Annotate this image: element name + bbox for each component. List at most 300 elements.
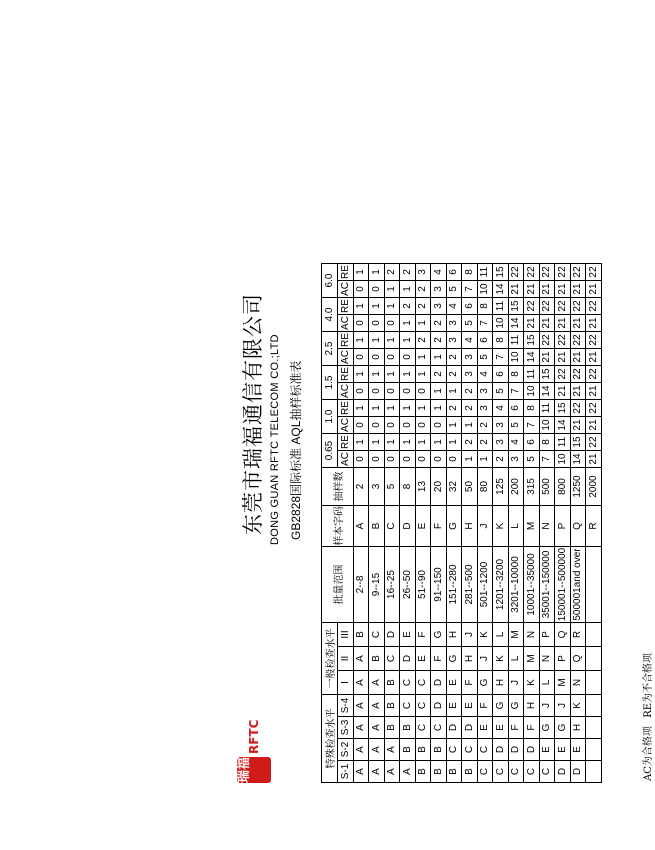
re-cell: 6: [508, 400, 524, 417]
table-row: [539, 264, 555, 783]
re-cell: 8: [524, 400, 540, 417]
code-letter-cell: M: [524, 506, 540, 547]
company-name-en: DONG GUAN RFTC TELECOM CO.;LTD: [269, 334, 281, 545]
table-row: [431, 264, 447, 783]
re-cell: 15: [570, 434, 586, 451]
re-cell: 1: [353, 298, 369, 315]
re-cell: 1: [369, 298, 385, 315]
code-letter-cell: J: [477, 506, 493, 547]
re-cell: 2: [415, 298, 431, 315]
re-cell: 6: [493, 366, 509, 383]
general-level-cell: C: [415, 671, 431, 695]
general-level-cell: L: [493, 623, 509, 647]
ac-cell: 0: [431, 417, 447, 434]
ac-cell: 1: [446, 383, 462, 400]
special-level-cell: E: [493, 717, 509, 739]
lot-range-cell: 150001--500000: [555, 547, 571, 623]
general-level-cell: C: [369, 623, 385, 647]
general-level-cell: B: [369, 647, 385, 671]
ac-cell: 2: [477, 417, 493, 434]
re-cell: 2: [462, 434, 478, 451]
general-level-cell: Q: [570, 647, 586, 671]
special-level-cell: A: [353, 717, 369, 739]
re-cell: 4: [508, 434, 524, 451]
header-aql-1.5: 1.5: [322, 366, 338, 400]
header-aql-0.65: 0.65: [322, 434, 338, 468]
table-row: [570, 264, 586, 783]
sample-size-cell: 1250: [570, 468, 586, 506]
ac-cell: 0: [384, 315, 400, 332]
ac-cell: 0: [369, 349, 385, 366]
special-level-cell: C: [462, 739, 478, 761]
re-cell: 2: [446, 366, 462, 383]
re-cell: 11: [539, 400, 555, 417]
special-level-cell: A: [384, 761, 400, 783]
re-cell: 15: [493, 264, 509, 281]
header-row-groups: [322, 264, 338, 783]
re-cell: 1: [400, 434, 416, 451]
ac-cell: 0: [369, 451, 385, 468]
lot-range-cell: 16--25: [384, 547, 400, 623]
ac-cell: 3: [493, 417, 509, 434]
special-level-cell: A: [369, 717, 385, 739]
ac-cell: 3: [431, 281, 447, 298]
code-letter-cell: G: [446, 506, 462, 547]
header-re: RE: [338, 400, 354, 417]
table-row: [446, 264, 462, 783]
lot-range-cell: 151--280: [446, 547, 462, 623]
ac-cell: 1: [400, 281, 416, 298]
general-level-cell: [586, 623, 602, 647]
re-cell: 1: [369, 434, 385, 451]
re-cell: 1: [353, 366, 369, 383]
special-level-cell: G: [493, 695, 509, 717]
ac-cell: 5: [508, 417, 524, 434]
re-cell: 8: [462, 264, 478, 281]
re-cell: 22: [586, 332, 602, 349]
re-cell: 22: [586, 366, 602, 383]
special-level-cell: C: [539, 761, 555, 783]
special-level-cell: F: [508, 717, 524, 739]
ac-cell: 5: [446, 281, 462, 298]
special-level-cell: D: [446, 717, 462, 739]
re-note: RE为不合格项: [643, 652, 654, 718]
general-level-cell: H: [493, 671, 509, 695]
re-cell: 15: [508, 298, 524, 315]
special-level-cell: A: [369, 695, 385, 717]
special-level-cell: H: [524, 695, 540, 717]
re-cell: 22: [586, 434, 602, 451]
code-letter-cell: H: [462, 506, 478, 547]
ac-cell: 0: [446, 451, 462, 468]
general-level-cell: P: [555, 647, 571, 671]
ac-cell: 21: [570, 281, 586, 298]
logo-brand: RFTC: [247, 719, 261, 754]
lot-range-cell: 281--500: [462, 547, 478, 623]
ac-cell: 2: [493, 451, 509, 468]
re-cell: 8: [539, 434, 555, 451]
re-cell: 11: [493, 298, 509, 315]
special-level-cell: B: [415, 761, 431, 783]
ac-cell: 14: [508, 315, 524, 332]
re-cell: 22: [539, 298, 555, 315]
re-cell: 8: [508, 366, 524, 383]
re-cell: 1: [431, 434, 447, 451]
re-cell: 22: [570, 366, 586, 383]
ac-cell: 1: [462, 451, 478, 468]
re-cell: 1: [384, 434, 400, 451]
general-level-cell: G: [446, 647, 462, 671]
ac-cell: 21: [570, 383, 586, 400]
special-level-cell: F: [477, 695, 493, 717]
re-cell: 22: [570, 332, 586, 349]
re-cell: 1: [384, 400, 400, 417]
code-letter-cell: P: [555, 506, 571, 547]
special-level-cell: A: [353, 761, 369, 783]
re-cell: 1: [369, 400, 385, 417]
general-level-cell: B: [353, 623, 369, 647]
special-level-cell: B: [462, 761, 478, 783]
ac-cell: 3: [446, 315, 462, 332]
general-level-cell: Q: [555, 623, 571, 647]
ac-cell: 2: [462, 383, 478, 400]
re-cell: 1: [415, 366, 431, 383]
general-level-cell: D: [431, 671, 447, 695]
special-level-cell: B: [384, 717, 400, 739]
re-cell: 4: [477, 366, 493, 383]
header-aql-2.5: 2.5: [322, 332, 338, 366]
header-ac: AC: [338, 451, 354, 468]
ac-cell: 2: [431, 315, 447, 332]
sample-size-cell: 80: [477, 468, 493, 506]
general-level-cell: K: [493, 647, 509, 671]
ac-cell: 5: [493, 383, 509, 400]
ac-cell: 21: [570, 417, 586, 434]
general-level-cell: D: [384, 623, 400, 647]
ac-cell: 0: [415, 451, 431, 468]
special-level-cell: C: [431, 717, 447, 739]
company-name-cn: 东莞市瑞福通信有限公司: [241, 293, 265, 535]
special-level-cell: D: [493, 739, 509, 761]
header-aql-6.0: 6.0: [322, 264, 338, 298]
header-sample-size: 抽样数: [322, 468, 354, 506]
special-level-cell: C: [415, 695, 431, 717]
re-cell: 1: [353, 400, 369, 417]
special-level-cell: A: [353, 739, 369, 761]
re-cell: 22: [570, 264, 586, 281]
re-cell: 22: [570, 400, 586, 417]
re-cell: 2: [446, 400, 462, 417]
re-cell: 4: [462, 332, 478, 349]
sample-size-cell: 8: [400, 468, 416, 506]
ac-cell: 0: [369, 383, 385, 400]
re-cell: 1: [369, 264, 385, 281]
ac-cell: 3: [508, 451, 524, 468]
header-lot-range: 批量范围: [322, 547, 354, 623]
re-cell: 4: [446, 298, 462, 315]
special-level-cell: G: [539, 717, 555, 739]
header-ac: AC: [338, 315, 354, 332]
header-re: RE: [338, 298, 354, 315]
special-level-cell: B: [431, 739, 447, 761]
ac-cell: 0: [353, 315, 369, 332]
lot-range-cell: 91--150: [431, 547, 447, 623]
re-cell: 6: [446, 264, 462, 281]
general-level-cell: M: [555, 671, 571, 695]
re-cell: 22: [555, 332, 571, 349]
special-level-cell: B: [384, 695, 400, 717]
ac-cell: 0: [415, 383, 431, 400]
ac-cell: 3: [462, 349, 478, 366]
ac-cell: 21: [539, 315, 555, 332]
re-cell: 2: [462, 400, 478, 417]
general-level-cell: D: [400, 647, 416, 671]
header-ac: AC: [338, 383, 354, 400]
lot-range-cell: 3201--10000: [508, 547, 524, 623]
ac-cell: 0: [369, 281, 385, 298]
ac-cell: 0: [353, 281, 369, 298]
re-cell: 1: [400, 400, 416, 417]
ac-cell: 21: [586, 315, 602, 332]
general-level-cell: L: [539, 671, 555, 695]
ac-cell: 0: [384, 417, 400, 434]
lot-range-cell: 1201--3200: [493, 547, 509, 623]
re-cell: 3: [477, 400, 493, 417]
special-level-cell: C: [446, 739, 462, 761]
re-cell: 22: [586, 264, 602, 281]
re-cell: 3: [493, 434, 509, 451]
special-level-cell: E: [477, 717, 493, 739]
special-level-cell: J: [539, 695, 555, 717]
ac-cell: 0: [400, 383, 416, 400]
special-level-cell: B: [431, 761, 447, 783]
re-cell: 1: [446, 434, 462, 451]
ac-cell: 2: [446, 349, 462, 366]
sample-size-cell: 20: [431, 468, 447, 506]
re-cell: 1: [384, 332, 400, 349]
code-letter-cell: R: [586, 506, 602, 547]
re-cell: 3: [431, 298, 447, 315]
general-level-cell: A: [353, 647, 369, 671]
ac-cell: 21: [586, 451, 602, 468]
special-level-cell: B: [446, 761, 462, 783]
table-row: [555, 264, 571, 783]
ac-cell: 1: [446, 417, 462, 434]
ac-cell: 7: [493, 349, 509, 366]
lot-range-cell: [586, 547, 602, 623]
re-cell: 2: [415, 332, 431, 349]
header-level-II: II: [338, 647, 354, 671]
ac-cell: 21: [586, 417, 602, 434]
re-cell: 11: [508, 332, 524, 349]
table-row: [477, 264, 493, 783]
lot-range-cell: 2--8: [353, 547, 369, 623]
special-level-cell: B: [400, 717, 416, 739]
re-cell: 22: [508, 264, 524, 281]
special-level-cell: C: [508, 761, 524, 783]
header-level-S-4: S-4: [338, 695, 354, 717]
re-cell: 15: [539, 366, 555, 383]
special-level-cell: [586, 695, 602, 717]
lot-range-cell: 500001and over: [570, 547, 586, 623]
rotated-sheet: [235, 65, 655, 785]
ac-cell: 1: [477, 451, 493, 468]
ac-cell: 21: [524, 315, 540, 332]
standard-title: GB2828国际标准 AQL抽样标准表: [289, 360, 303, 540]
ac-cell: 2: [415, 281, 431, 298]
table-row: [524, 264, 540, 783]
ac-note: AC为合格项: [643, 726, 654, 781]
special-level-cell: D: [524, 739, 540, 761]
special-level-cell: H: [570, 717, 586, 739]
header-level-I: I: [338, 671, 354, 695]
footer-note: [639, 653, 654, 781]
ac-cell: 10: [508, 349, 524, 366]
ac-cell: 0: [384, 349, 400, 366]
ac-cell: 14: [524, 349, 540, 366]
general-level-cell: K: [477, 623, 493, 647]
ac-cell: 0: [369, 315, 385, 332]
ac-cell: 21: [539, 281, 555, 298]
re-cell: 11: [524, 366, 540, 383]
code-letter-cell: E: [415, 506, 431, 547]
sample-size-cell: 3: [369, 468, 385, 506]
sample-size-cell: 315: [524, 468, 540, 506]
general-level-cell: N: [570, 671, 586, 695]
re-cell: 8: [493, 332, 509, 349]
re-cell: 22: [586, 298, 602, 315]
ac-cell: 14: [539, 383, 555, 400]
table-row: [586, 264, 602, 783]
table-row: [353, 264, 369, 783]
sample-size-cell: 5: [384, 468, 400, 506]
general-level-cell: C: [384, 647, 400, 671]
ac-cell: 21: [586, 281, 602, 298]
general-level-cell: M: [508, 623, 524, 647]
re-cell: 4: [431, 264, 447, 281]
special-level-cell: B: [400, 739, 416, 761]
ac-cell: 21: [570, 349, 586, 366]
ac-cell: 21: [555, 383, 571, 400]
ac-cell: 21: [586, 383, 602, 400]
re-cell: 22: [555, 298, 571, 315]
table-row: [415, 264, 431, 783]
header-aql-1.0: 1.0: [322, 400, 338, 434]
ac-cell: 1: [415, 349, 431, 366]
special-level-cell: [586, 717, 602, 739]
lot-range-cell: 10001--35000: [524, 547, 540, 623]
ac-cell: 10: [555, 451, 571, 468]
general-level-cell: R: [570, 623, 586, 647]
ac-cell: 0: [384, 451, 400, 468]
general-level-cell: F: [462, 671, 478, 695]
special-level-cell: A: [384, 739, 400, 761]
general-level-cell: M: [524, 647, 540, 671]
general-level-cell: A: [369, 671, 385, 695]
re-cell: 2: [400, 264, 416, 281]
special-level-cell: C: [524, 761, 540, 783]
table-row: [369, 264, 385, 783]
re-cell: 1: [415, 434, 431, 451]
general-level-cell: B: [384, 671, 400, 695]
ac-cell: 14: [570, 451, 586, 468]
special-level-cell: C: [415, 717, 431, 739]
re-cell: 2: [431, 332, 447, 349]
ac-cell: 5: [462, 315, 478, 332]
special-level-cell: D: [570, 761, 586, 783]
ac-cell: 21: [555, 281, 571, 298]
table-row: [462, 264, 478, 783]
re-cell: 1: [431, 400, 447, 417]
general-level-cell: H: [462, 647, 478, 671]
special-level-cell: C: [477, 761, 493, 783]
general-level-cell: C: [400, 671, 416, 695]
special-level-cell: [586, 739, 602, 761]
re-cell: 22: [570, 298, 586, 315]
general-level-cell: N: [539, 647, 555, 671]
header-re: RE: [338, 264, 354, 281]
re-cell: 1: [384, 366, 400, 383]
re-cell: 8: [477, 298, 493, 315]
code-letter-cell: F: [431, 506, 447, 547]
re-cell: 1: [353, 434, 369, 451]
ac-cell: 21: [539, 349, 555, 366]
header-ac: AC: [338, 281, 354, 298]
re-cell: 22: [524, 264, 540, 281]
header-level-S-1: S-1: [338, 761, 354, 783]
special-level-cell: G: [508, 695, 524, 717]
special-level-cell: C: [477, 739, 493, 761]
general-level-cell: K: [524, 671, 540, 695]
ac-cell: 14: [493, 281, 509, 298]
re-cell: 2: [431, 366, 447, 383]
general-level-cell: G: [431, 623, 447, 647]
sample-size-cell: 200: [508, 468, 524, 506]
re-cell: 6: [477, 332, 493, 349]
special-level-cell: E: [446, 695, 462, 717]
sample-size-cell: 50: [462, 468, 478, 506]
ac-cell: 0: [400, 417, 416, 434]
special-level-cell: C: [493, 761, 509, 783]
general-level-cell: H: [446, 623, 462, 647]
ac-cell: 21: [586, 349, 602, 366]
re-cell: 6: [462, 298, 478, 315]
ac-cell: 7: [524, 417, 540, 434]
special-level-cell: E: [539, 739, 555, 761]
sample-size-cell: 32: [446, 468, 462, 506]
ac-cell: 21: [555, 349, 571, 366]
ac-cell: 10: [493, 315, 509, 332]
ac-cell: 0: [369, 417, 385, 434]
special-level-cell: G: [555, 717, 571, 739]
re-cell: 1: [384, 298, 400, 315]
re-cell: 22: [555, 366, 571, 383]
general-level-cell: P: [539, 623, 555, 647]
re-cell: 2: [477, 434, 493, 451]
general-level-cell: [586, 647, 602, 671]
ac-cell: 7: [477, 315, 493, 332]
ac-cell: 7: [539, 451, 555, 468]
header: [235, 65, 321, 785]
ac-cell: 10: [524, 383, 540, 400]
special-level-cell: J: [555, 695, 571, 717]
header-re: RE: [338, 434, 354, 451]
special-level-cell: E: [462, 695, 478, 717]
sample-size-cell: 125: [493, 468, 509, 506]
re-cell: 1: [415, 400, 431, 417]
lot-range-cell: 35001--150000: [539, 547, 555, 623]
general-level-cell: [586, 671, 602, 695]
